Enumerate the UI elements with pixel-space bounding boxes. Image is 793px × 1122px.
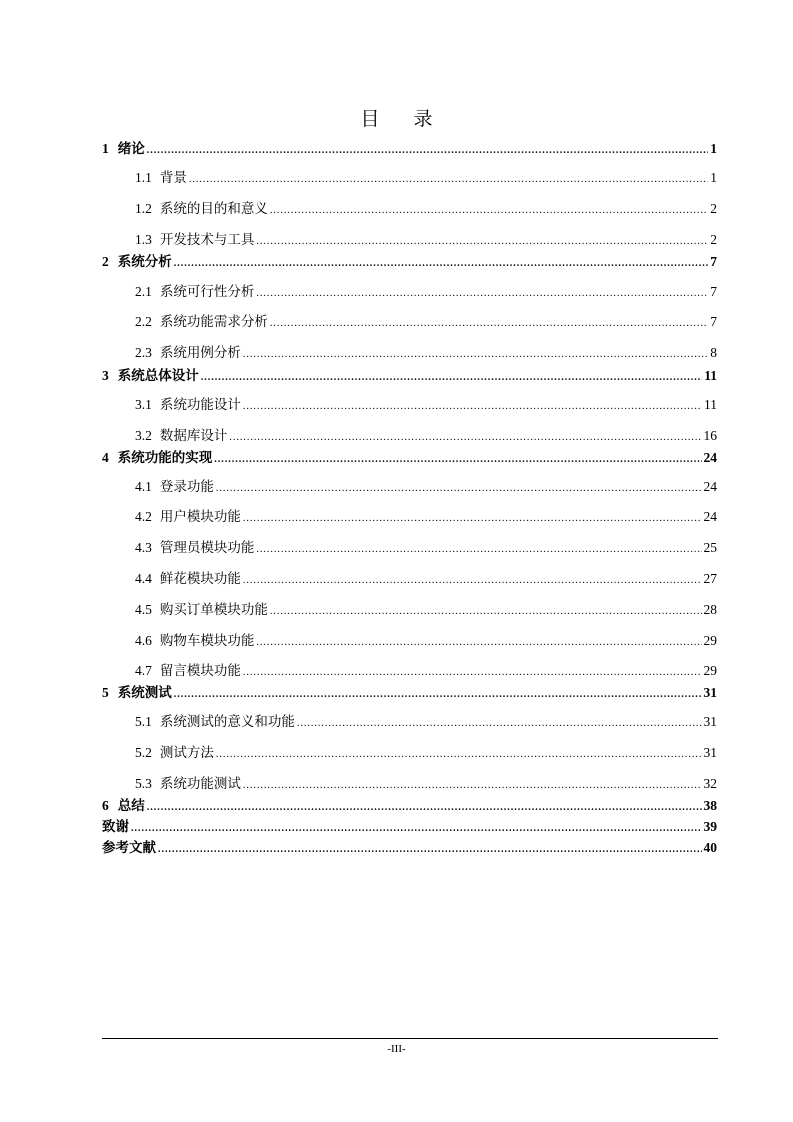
toc-dot-leader [174, 688, 702, 702]
toc-entry-page: 29 [703, 633, 717, 648]
toc-entry-number: 5 [102, 685, 109, 700]
toc-entry[interactable] [102, 253, 717, 271]
toc-entry-label: 系统功能测试 [159, 776, 241, 792]
toc-entry-page: 28 [703, 602, 717, 617]
toc-entry[interactable] [135, 427, 717, 445]
toc-entry-label: 系统测试的意义和功能 [159, 714, 295, 730]
toc-dot-leader [131, 822, 702, 836]
toc-entry[interactable] [135, 601, 717, 619]
toc-entry-page: 25 [703, 540, 717, 555]
toc-dot-leader [256, 287, 708, 301]
toc-entry[interactable] [135, 283, 717, 301]
toc-dot-leader [270, 317, 708, 331]
toc-entry-page: 8 [710, 345, 717, 360]
toc-dot-leader [256, 636, 701, 650]
toc-dot-leader [147, 801, 702, 815]
toc-entry-number: 2.2 [135, 314, 152, 329]
toc-entry[interactable] [135, 396, 717, 414]
toc-dot-leader [158, 843, 702, 857]
toc-entry-number: 1.2 [135, 201, 152, 216]
toc-entry[interactable] [135, 508, 717, 526]
toc-entry-page: 16 [703, 428, 717, 443]
toc-entry-label: 系统功能设计 [159, 397, 241, 413]
toc-entry-page: 29 [703, 663, 717, 678]
toc-entry-page: 40 [703, 840, 717, 855]
toc-entry-number: 4.2 [135, 509, 152, 524]
toc-entry[interactable] [135, 478, 717, 496]
toc-entry-label: 系统功能需求分析 [159, 314, 268, 330]
toc-dot-leader [243, 400, 702, 414]
toc-entry-page: 2 [710, 201, 717, 216]
toc-dot-leader [174, 257, 709, 271]
toc-entry-label: 致谢 [102, 819, 129, 835]
toc-entry-label: 开发技术与工具 [159, 232, 255, 248]
toc-entry-number: 6 [102, 798, 109, 813]
toc-entry[interactable] [102, 140, 717, 158]
toc-dot-leader [243, 348, 708, 362]
toc-dot-leader [243, 574, 702, 588]
toc-entry-number: 1 [102, 141, 109, 156]
toc-dot-leader [201, 371, 702, 385]
toc-entry-number: 3.1 [135, 397, 152, 412]
toc-entry-page: 24 [703, 450, 717, 465]
toc-entry-page: 39 [703, 819, 717, 834]
toc-dot-leader [189, 173, 708, 187]
toc-dot-leader [147, 144, 709, 158]
toc-entry-label: 系统总体设计 [117, 368, 199, 384]
toc-entry-label: 总结 [117, 798, 145, 814]
toc-dot-leader [214, 453, 701, 467]
toc-dot-leader [270, 605, 702, 619]
toc-entry[interactable] [135, 539, 717, 557]
toc-entry[interactable] [135, 662, 717, 680]
toc-entry[interactable] [135, 570, 717, 588]
toc-entry-page: 38 [703, 798, 717, 813]
toc-entry[interactable] [102, 839, 717, 857]
toc-entry-page: 31 [703, 685, 717, 700]
toc-entry-number: 2 [102, 254, 109, 269]
toc-entry[interactable] [135, 200, 717, 218]
toc-entry-page: 11 [704, 397, 717, 412]
toc-entry-page: 1 [710, 170, 717, 185]
toc-entry-number: 5.2 [135, 745, 152, 760]
toc-entry-label: 参考文献 [102, 840, 156, 856]
toc-entry-page: 11 [704, 368, 717, 383]
toc-entry[interactable] [135, 344, 717, 362]
toc-entry[interactable] [102, 797, 717, 815]
toc-entry-number: 2.3 [135, 345, 152, 360]
toc-dot-leader [216, 748, 702, 762]
toc-entry-number: 4.7 [135, 663, 152, 678]
toc-entry-page: 27 [703, 571, 717, 586]
toc-entry[interactable] [135, 775, 717, 793]
toc-dot-leader [243, 512, 702, 526]
toc-dot-leader [256, 235, 708, 249]
toc-entry-number: 1.3 [135, 232, 152, 247]
toc-entry-label: 购物车模块功能 [159, 633, 255, 649]
toc-entry-number: 5.1 [135, 714, 152, 729]
toc-entry-label: 用户模块功能 [159, 509, 241, 525]
toc-dot-leader [256, 543, 701, 557]
toc-entry-page: 7 [710, 254, 717, 269]
toc-entry-label: 系统功能的实现 [117, 450, 213, 466]
toc-entry-page: 2 [710, 232, 717, 247]
toc-entry-page: 24 [703, 509, 717, 524]
toc-dot-leader [229, 431, 701, 445]
footer-page-number: -III- [387, 1043, 406, 1055]
toc-entry-label: 系统分析 [117, 254, 172, 270]
toc-entry[interactable] [102, 818, 717, 836]
toc-entry-number: 1.1 [135, 170, 152, 185]
toc-entry[interactable] [135, 313, 717, 331]
toc-entry-number: 5.3 [135, 776, 152, 791]
toc-dot-leader [243, 779, 702, 793]
toc-entry-page: 24 [703, 479, 717, 494]
toc-entry[interactable] [135, 632, 717, 650]
toc-entry[interactable] [102, 684, 717, 702]
toc-entry-number: 4.4 [135, 571, 152, 586]
toc-title: 目 录 [360, 108, 447, 130]
toc-entry-number: 4.3 [135, 540, 152, 555]
toc-entry-page: 31 [703, 714, 717, 729]
toc-entry-number: 2.1 [135, 284, 152, 299]
toc-dot-leader [216, 482, 702, 496]
toc-entry-page: 32 [703, 776, 717, 791]
toc-entry-label: 绪论 [117, 141, 145, 157]
toc-entry-label: 系统的目的和意义 [159, 201, 268, 217]
toc-entry[interactable] [135, 169, 717, 187]
toc-entry-label: 系统可行性分析 [159, 284, 255, 300]
toc-entry[interactable] [135, 713, 717, 731]
toc-dot-leader [243, 666, 702, 680]
toc-entry-number: 3.2 [135, 428, 152, 443]
toc-entry-label: 系统测试 [117, 685, 172, 701]
toc-entry-label: 背景 [159, 170, 187, 186]
toc-entry-label: 系统用例分析 [159, 345, 241, 361]
footer-divider [102, 1038, 718, 1039]
toc-entry-page: 7 [710, 284, 717, 299]
toc-entry[interactable] [102, 449, 717, 467]
toc-entry-label: 管理员模块功能 [159, 540, 255, 556]
toc-entry[interactable] [102, 367, 717, 385]
toc-dot-leader [270, 204, 708, 218]
toc-entry-page: 1 [710, 141, 717, 156]
toc-entry-number: 3 [102, 368, 109, 383]
toc-entry-label: 购买订单模块功能 [159, 602, 268, 618]
toc-entry-label: 留言模块功能 [159, 663, 241, 679]
toc-dot-leader [297, 717, 702, 731]
toc-entry-page: 7 [710, 314, 717, 329]
toc-entry-label: 测试方法 [159, 745, 214, 761]
toc-entry[interactable] [135, 744, 717, 762]
toc-entry[interactable] [135, 231, 717, 249]
toc-entry-label: 鲜花模块功能 [159, 571, 241, 587]
toc-entry-number: 4 [102, 450, 109, 465]
toc-entry-number: 4.1 [135, 479, 152, 494]
toc-entry-label: 登录功能 [159, 479, 214, 495]
toc-entry-label: 数据库设计 [159, 428, 228, 444]
toc-entry-number: 4.6 [135, 633, 152, 648]
toc-entry-page: 31 [703, 745, 717, 760]
toc-entry-number: 4.5 [135, 602, 152, 617]
